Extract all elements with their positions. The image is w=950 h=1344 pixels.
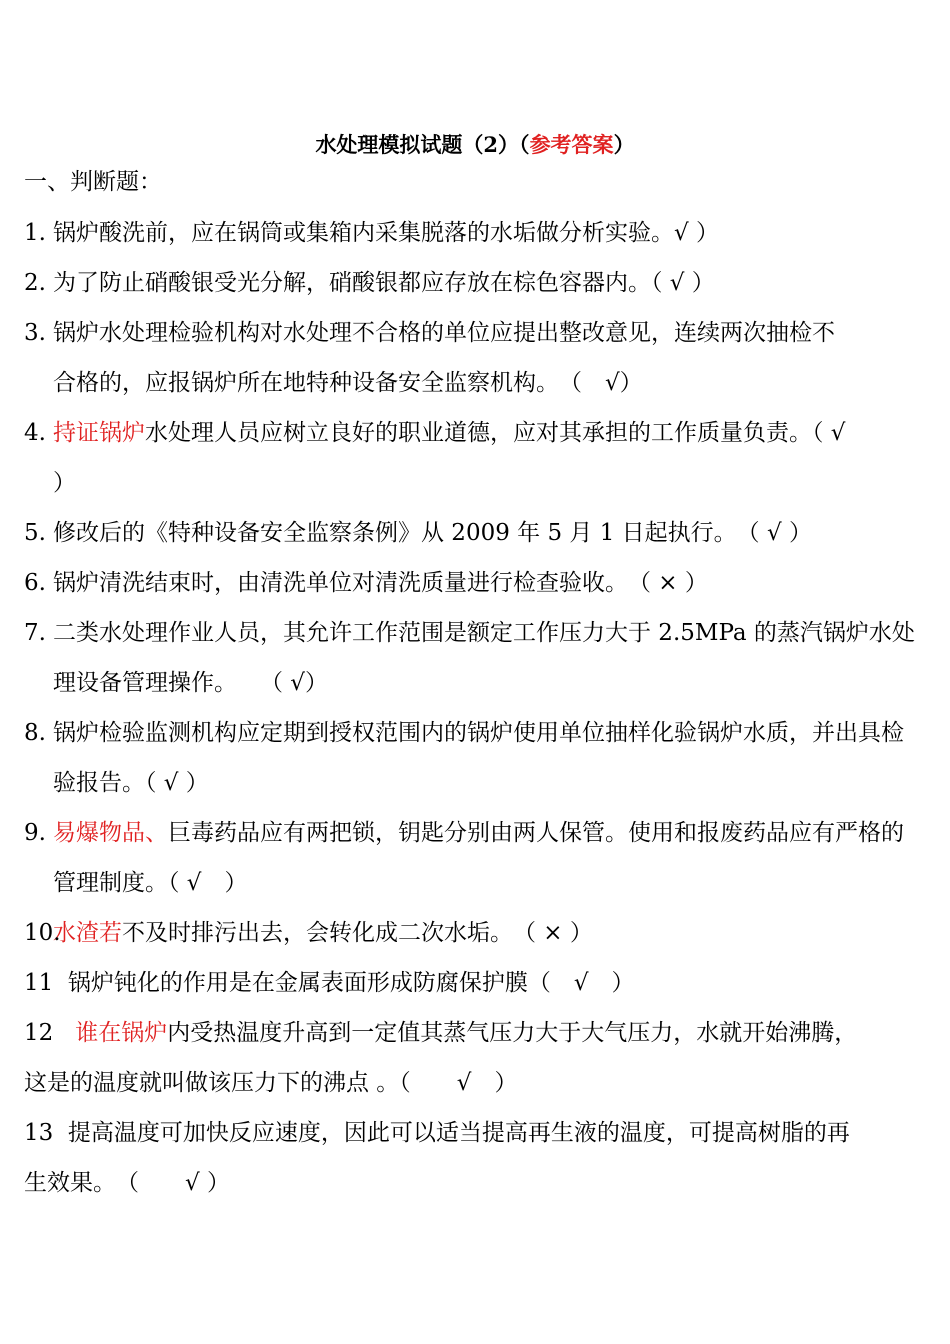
question-number: 5. [24, 520, 46, 546]
question-line [24, 958, 930, 1008]
question-8 [24, 708, 930, 808]
question-line [53, 908, 930, 958]
highlighted-text: 易爆物品、 [53, 820, 168, 846]
question-list [24, 208, 930, 1208]
highlighted-text: 谁在锅炉 [75, 1020, 168, 1046]
question-number: 12 [24, 1020, 54, 1046]
question-text: 锅炉清洗结束时，由清洗单位对清洗质量进行检查验收。 （ × ） [53, 570, 708, 596]
question-text: 水处理人员应树立良好的职业道德，应对其承担的工作质量负责。（ √ [145, 420, 846, 446]
title-main: 水处理模拟试题（2）（ [315, 132, 530, 157]
question-text-continued: 理设备管理操作。 （ √） [53, 670, 328, 696]
question-number: 3. [24, 320, 46, 346]
question-3 [24, 308, 930, 408]
question-text: 锅炉检验监测机构应定期到授权范围内的锅炉使用单位抽样化验锅炉水质，并出具检 [53, 720, 904, 746]
question-text: 锅炉钝化的作用是在金属表面形成防腐保护膜（ √ ） [67, 970, 635, 996]
question-number: 13 [24, 1120, 54, 1146]
question-text: 二类水处理作业人员，其允许工作范围是额定工作压力大于 2.5MPa 的蒸汽锅炉水处 [53, 620, 915, 646]
question-number: 6. [24, 570, 46, 596]
title-close: ） [613, 132, 635, 157]
question-number: 4. [24, 420, 46, 446]
question-text: 内受热温度升高到一定值其蒸气压力大于大气压力，水就开始沸腾， [167, 1020, 858, 1046]
question-text-continued: 生效果。 （ √ ） [24, 1170, 230, 1196]
question-line [53, 808, 930, 858]
question-line [24, 1108, 930, 1158]
question-13 [24, 1108, 930, 1208]
question-1 [24, 208, 930, 258]
question-4 [24, 408, 930, 508]
highlighted-text: 持证锅炉 [53, 420, 145, 446]
question-text-continued: 管理制度。（ √ ） [53, 870, 248, 896]
question-text: 修改后的《特种设备安全监察条例》从 2009 年 5 月 1 日起执行。 （ √ ） [53, 520, 812, 546]
section-heading: 一、判断题： [24, 169, 162, 195]
question-12 [24, 1008, 930, 1108]
question-number: 1. [24, 220, 46, 246]
question-number: 2. [24, 270, 46, 296]
question-number: 9. [24, 820, 46, 846]
question-text: 不及时排污出去，会转化成二次水垢。 （ × ） [122, 920, 593, 946]
question-text: 锅炉酸洗前，应在锅筒或集箱内采集脱落的水垢做分析实验。√ ） [53, 220, 719, 246]
question-number: 11 [24, 970, 54, 996]
question-5 [24, 508, 930, 558]
question-number: 7. [24, 620, 46, 646]
document-title [0, 128, 950, 162]
question-number: 8. [24, 720, 46, 746]
question-line [24, 1008, 930, 1058]
question-11 [24, 958, 930, 1008]
question-text-continued: ） [53, 470, 76, 496]
question-10 [24, 908, 930, 958]
question-6 [24, 558, 930, 608]
question-7 [24, 608, 930, 708]
title-answer-key: 参考答案 [529, 132, 614, 157]
question-text: 提高温度可加快反应速度，因此可以适当提高再生液的温度，可提高树脂的再 [67, 1120, 850, 1146]
highlighted-text: 水渣若 [53, 920, 122, 946]
question-text: 巨毒药品应有两把锁，钥匙分别由两人保管。使用和报废药品应有严格的 [168, 820, 904, 846]
question-text: 锅炉水处理检验机构对水处理不合格的单位应提出整改意见，连续两次抽检不 [53, 320, 835, 346]
question-text-continued: 合格的，应报锅炉所在地特种设备安全监察机构。 （ √） [53, 370, 643, 396]
question-text-continued: 验报告。（ √ ） [53, 770, 209, 796]
question-2 [24, 258, 930, 308]
question-number: 10. [24, 920, 61, 946]
question-text: 为了防止硝酸银受光分解，硝酸银都应存放在棕色容器内。（ √ ） [53, 270, 715, 296]
question-line [53, 408, 930, 458]
question-text-continued: 这是的温度就叫做该压力下的沸点 。（ √ ） [24, 1070, 518, 1096]
question-9 [24, 808, 930, 908]
